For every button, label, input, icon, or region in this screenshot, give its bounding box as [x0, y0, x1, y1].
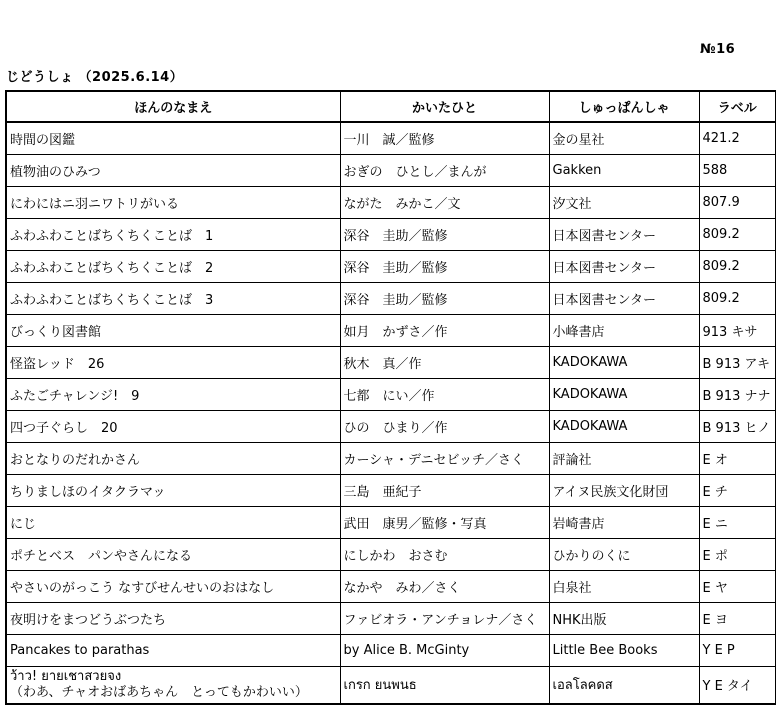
- document-title: じどうしょ （2025.6.14）: [6, 70, 184, 85]
- cell-label: E ニ: [699, 506, 776, 538]
- cell-publisher: 日本図書センター: [549, 282, 699, 314]
- table-row: [6, 154, 776, 186]
- cell-title: 時間の図鑑: [6, 122, 340, 154]
- cell-label: 421.2: [699, 122, 776, 154]
- cell-title: ふたごチャレンジ! 9: [6, 378, 340, 410]
- cell-title: 怪盗レッド 26: [6, 346, 340, 378]
- cell-publisher: 岩崎書店: [549, 506, 699, 538]
- cell-label: Y E タイ: [699, 666, 776, 704]
- cell-author: 深谷 圭助／監修: [340, 250, 549, 282]
- cell-title: ポチとベス パンやさんになる: [6, 538, 340, 570]
- cell-title: にわにはニ羽ニワトリがいる: [6, 186, 340, 218]
- table-row: [6, 634, 776, 666]
- table-row: [6, 474, 776, 506]
- cell-label: 807.9: [699, 186, 776, 218]
- cell-title: Pancakes to parathas: [6, 634, 340, 666]
- cell-publisher: ひかりのくに: [549, 538, 699, 570]
- table-row: [6, 314, 776, 346]
- cell-label: E チ: [699, 474, 776, 506]
- cell-publisher: KADOKAWA: [549, 378, 699, 410]
- cell-author: 深谷 圭助／監修: [340, 282, 549, 314]
- cell-author: 七都 にい／作: [340, 378, 549, 410]
- cell-publisher: 日本図書センター: [549, 250, 699, 282]
- cell-label: B 913 ナナ: [699, 378, 776, 410]
- table-header-row: [6, 91, 776, 122]
- cell-label: 809.2: [699, 282, 776, 314]
- table-row: [6, 570, 776, 602]
- cell-title: [6, 666, 340, 704]
- cell-author: 如月 かずさ／作: [340, 314, 549, 346]
- cell-author: 深谷 圭助／監修: [340, 218, 549, 250]
- cell-author: カーシャ・デニセビッチ／さく: [340, 442, 549, 474]
- cell-title: ふわふわことばちくちくことば 2: [6, 250, 340, 282]
- cell-title: 植物油のひみつ: [6, 154, 340, 186]
- cell-author: ファビオラ・アンチョレナ／さく: [340, 602, 549, 634]
- cell-title: やさいのがっこう なすびせんせいのおはなし: [6, 570, 340, 602]
- cell-title: おとなりのだれかさん: [6, 442, 340, 474]
- cell-title: ふわふわことばちくちくことば 3: [6, 282, 340, 314]
- cell-publisher: KADOKAWA: [549, 410, 699, 442]
- cell-publisher: NHK出版: [549, 602, 699, 634]
- cell-label: 809.2: [699, 218, 776, 250]
- table-row: [6, 538, 776, 570]
- cell-label: E ヤ: [699, 570, 776, 602]
- cell-label: E ヨ: [699, 602, 776, 634]
- cell-label: Y E P: [699, 634, 776, 666]
- header-author: かいたひと: [340, 91, 549, 122]
- cell-title: ふわふわことばちくちくことば 1: [6, 218, 340, 250]
- table-row: [6, 282, 776, 314]
- cell-publisher: 評論社: [549, 442, 699, 474]
- cell-label: 588: [699, 154, 776, 186]
- cell-author: ながた みかこ／文: [340, 186, 549, 218]
- cell-author: ひの ひまり／作: [340, 410, 549, 442]
- cell-title-line2: （わあ、チャオおばあちゃん とってもかわいい）: [10, 684, 308, 700]
- cell-title: びっくり図書館: [6, 314, 340, 346]
- cell-author: にしかわ おさむ: [340, 538, 549, 570]
- cell-title: 夜明けをまつどうぶつたち: [6, 602, 340, 634]
- cell-publisher: 小峰書店: [549, 314, 699, 346]
- cell-title-line1: ว้าว! ยายเชาสวยจง: [10, 668, 122, 684]
- cell-author: เกรก ยนพนธ: [340, 666, 549, 704]
- cell-title: ちりましほのイタクラマッ: [6, 474, 340, 506]
- table-row: [6, 666, 776, 704]
- cell-author: おぎの ひとし／まんが: [340, 154, 549, 186]
- cell-author: by Alice B. McGinty: [340, 634, 549, 666]
- cell-author: 秋木 真／作: [340, 346, 549, 378]
- cell-label: 809.2: [699, 250, 776, 282]
- cell-author: 一川 誠／監修: [340, 122, 549, 154]
- cell-label: B 913 ヒノ: [699, 410, 776, 442]
- cell-publisher: Gakken: [549, 154, 699, 186]
- table-row: [6, 442, 776, 474]
- cell-publisher: 金の星社: [549, 122, 699, 154]
- cell-publisher: 日本図書センター: [549, 218, 699, 250]
- table-row: [6, 250, 776, 282]
- table-row: [6, 506, 776, 538]
- table-row: [6, 378, 776, 410]
- table-row: [6, 186, 776, 218]
- cell-label: E オ: [699, 442, 776, 474]
- cell-label: 913 キサ: [699, 314, 776, 346]
- cell-label: E ポ: [699, 538, 776, 570]
- cell-author: 三島 亜紀子: [340, 474, 549, 506]
- table-row: [6, 410, 776, 442]
- table-row: [6, 218, 776, 250]
- table-row: [6, 602, 776, 634]
- table-row: [6, 122, 776, 154]
- cell-author: 武田 康男／監修・写真: [340, 506, 549, 538]
- page-number: №16: [700, 42, 736, 57]
- cell-label: B 913 アキ: [699, 346, 776, 378]
- cell-publisher: Little Bee Books: [549, 634, 699, 666]
- cell-publisher: アイヌ民族文化財団: [549, 474, 699, 506]
- book-list-table: [5, 90, 776, 705]
- cell-title: にじ: [6, 506, 340, 538]
- header-label: ラベル: [699, 91, 776, 122]
- header-publisher: しゅっぱんしゃ: [549, 91, 699, 122]
- cell-publisher: KADOKAWA: [549, 346, 699, 378]
- cell-title: 四つ子ぐらし 20: [6, 410, 340, 442]
- cell-author: なかや みわ／さく: [340, 570, 549, 602]
- cell-publisher: 汐文社: [549, 186, 699, 218]
- cell-publisher: 白泉社: [549, 570, 699, 602]
- table-row: [6, 346, 776, 378]
- header-title: ほんのなまえ: [6, 91, 340, 122]
- cell-publisher: เอลโลคดส: [549, 666, 699, 704]
